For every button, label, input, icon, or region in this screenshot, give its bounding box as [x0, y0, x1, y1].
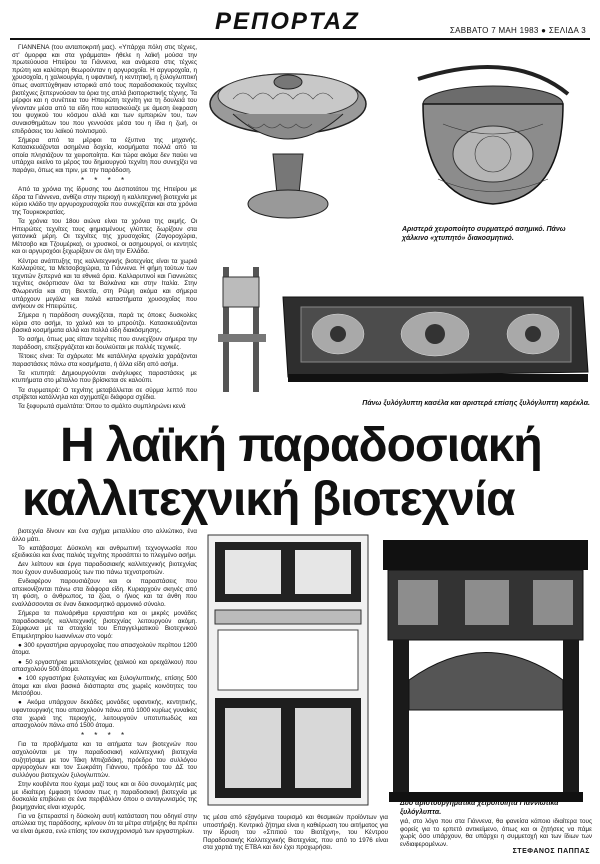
paragraph: Τα συρματερά: Ο τεχνίτης μεταβάλλεται σε σύρμα λεπτό που στρίβεται κατάλληλα και σχηματίζει διάφορα σχέδια.	[12, 386, 197, 402]
paragraph: Τα κτυπητά: Δημιουργούνται ανάγλυφες παραστάσεις με κτυπήματα στο μέταλλο που βρίσκεται σε καλούπι.	[12, 369, 197, 385]
paragraph: Δεν λείπουν και έργα παραδοσιακής καλλιτεχνικής βιοτεχνίας που έχουν συνδυασμούς των πιο πάνω τεχνοτροπιών.	[12, 561, 197, 576]
paragraph: Από τα χρόνια της ίδρυσης του Δεσποτάτου της Ηπείρου με έδρα τα Γιάννενα, ανθίζει στην περιοχή η καλλιτεχνική βιοτεχνία με κύριο κλάδο την αργυροχρυσοχοΐα που συνεχίζεται και στα χρόνια της Τουρκοκρατίας.	[12, 186, 197, 216]
paragraph: Τα ξεφυρωτά σμαλτάτα: Όπου το σμάλτο συμπληρώνει κενά	[18, 403, 186, 411]
paragraph: Ενδιαφέρον παρουσιάζουν και οι παραστάσεις που απεικονίζονται πάνω στα διάφορα είδη. Κυριαρχούν σκηνές από τη φύση, ο άνθρωπος, τα ζώα, ο ήλιος και τα άνθη που εναλλάσσονται σε έναν διακοσμητικό αρμονικό σύνολο.	[12, 578, 197, 608]
paragraph: Το κατάβασμα: Δύσκολη και ανθρωπινή τεχνογνωσία που εξειδικεύει και ένας παλιός τεχνίτης προσάπτει το πλεγμένο ασήμι.	[12, 544, 197, 560]
section-stars: * * * *	[80, 730, 129, 740]
caption-silverware: Αριστερά χειροποίητο συρματερό ασημικό. Πάνω χάλκινο «χτυπητό» διακοσμητικό.	[402, 226, 566, 242]
paragraph: Στην κουβέντα που έχαμε μαζί τους και οι δύο συνομιλητές μας με ιδιαίτερη έμφαση τόνισαν πως η παραδοσιακή βιοτεχνία με δυσκολία επιβιώνει σε ένα περιβάλλον όπου ο ανταγωνισμός της βιομηχανίας είναι ισχυρός.	[12, 780, 197, 811]
paragraph: Κέντρα ανάπτυξης της καλλιτεχνικής βιοτεχνίας είναι τα χωριά Καλλαρύτες, τα Μετσοβοχώρια, τα Γιάννενα. Η φήμη τούτων των τεχνιτών ξεπερνά και τα εθνικά όρια. Καλλαρυτινοί και Γιαννιώτες τεχνίτες σκόρπισαν όλα τα Βαλκάνια και στην Ιταλία. Στην Φλωρεντία και στη Βενετία, στη Ρώμη ακόμα και σήμερα υπάρχουν μεγάλα και παλιά καταστήματα χρυσοχοΐας που ανήκουν σε Ηπειρώτες.	[12, 257, 197, 311]
paragraph: Για τα προβλήματα και τα αιτήματα των βιοτεχνών που ασχολούνται με την παραδοσιακή καλλιτεχνική βιοτεχνία συζητήσαμε με τον Τάκη Μπιζαδάκη, πρόεδρο του συλλόγου αργυροχόων και τον Σωκράτη Γιάννου, πρόεδρο του ΔΣ του συλλόγου βιοτεχνών ξυλογλυπτών.	[12, 741, 197, 779]
paragraph: ● 50 εργαστήρια μεταλλοτεχνίας (χαλκού και ορειχάλκου) που απασχολούν 500 άτομα.	[12, 658, 197, 674]
paragraph: ● 100 εργαστήρια ξυλοτεχνίας και ξυλογλυπτικής, επίσης 500 άτομα και είναι βασικά διάσπαρτα στις χωριές κοινότητες του Μετσόβου.	[12, 675, 197, 698]
headline-line-2: καλλιτεχνική βιοτεχνία	[22, 473, 515, 526]
paragraph: Τέτοιες είναι: Τα σχάρωτα: Με κατάλληλα εργαλεία χαράζονται παραστάσεις πάνω στα κοσμήματα, ή άλλα είδη από ασήμι.	[12, 353, 197, 368]
caption-chest: Πάνω ξυλόγλυπτη κασέλα και αριστερά επίσης ξυλόγλυπτη καρέκλα.	[362, 400, 590, 407]
paragraph: βιοτεχνία δίνουν και ένα σχήμα μεταλλίου στο αλλιώτικο, ένα άλλο μάτι.	[12, 528, 197, 543]
paragraph: ● Ακόμα υπάρχουν δεκάδες μονάδες υφαντικής, κεντητικής, υφαντουργικής που απασχολούν πάνω από 1000 κυρίως γυναίκες στα χωριά της περιοχής, λειτουργούν υποτυπωδώς και απασχολούν πάνω από 1500 άτομα.	[12, 699, 197, 730]
caption-furniture: Δύο αριστουργηματικά χειροποίητα Γιαννιώτικα ξυλόγλυπτα.	[400, 800, 559, 816]
article-column-bottom	[12, 528, 197, 852]
paragraph: ΓΙΑΝΝΕΝΑ (του ανταποκριτή μας). «Υπάρχει πόλη στις τέχνες, στ' όμορφα και στα γράμματα» ήθελε η λαϊκή μούσα την πρωτεύουσα Ηπείρου τα Γιάννενα, και ανάμεσα στις τέχνες πρώτη και καλύτερη θεωρούνταν η αργυροχοΐα. Η αργυροχοΐα, η χρυσοχοΐα, η χαλκουργία, η υφαντική, η κεντητική, η ξυλογλυπτική όπως αναπτύχθηκαν ιστορικά από τους παραδοσιακούς τεχνίτες βιοτέχνες ξεπερνούσαν τα όρια της απλά βιοποριστικής τέχνης. Τα μέρφοι και η συνέπεια του Ηπειρώτη τεχνίτη για τη δουλειά του γίνονταν μέσα από τα είδη που κατασκεύαζε με άμεση έκφραση του ψυχικού του κόσμου αλλά και των εμπειριών του, των συναισθημάτων του που γεννούσε μέσα του η ίδια η ζωή, οι επιδράσεις του λαϊκού πολιτισμού.	[12, 44, 197, 135]
paragraph: Το ασήμι, όπως μας είπαν τεχνίτες που συνεχίζουν σήμερα την παράδοση, επεξεργάζεται και δουλεύεται με πολλές τεχνικές.	[12, 336, 197, 352]
page-header	[10, 6, 590, 40]
paragraph: ● 300 εργαστήρια αργυροχοΐας που απασχολούν περίπου 1200 άτομα.	[12, 641, 197, 657]
photo-furniture	[203, 530, 593, 810]
article-column-mid: τις μέσα από εξαγόμενα τουρισμό και θεσμικών προϊόντων για υποστήριξη. Κεντρικό ζήτημα είναι η καθιέρωση του αιτήματος για την ίδρυση του «Σπιτιού του Βιοτέχνη», του Κέντρου Παραδοσιακής Καλλιτεχνικής Βιοτεχνίας, που από το 1976 είναι στα χαρτιά της ΕΤΒΑ και δεν έχει προχωρήσει.	[203, 814, 388, 852]
section-title: ΡΕΠΟΡΤΑΖ	[215, 8, 360, 35]
paragraph: Για να ξεπεραστεί η δύσκολη αυτή κατάσταση που οδηγεί στην απώλεια της παράδοσης, κρίνουν ότι τα μέτρα στήριξης θα πρέπει να είναι άμεσα, ενώ επίσης τον εκσυγχρονισμό των εργαστηρίων.	[12, 812, 197, 835]
headline-line-1: Η λαϊκή παραδοσιακή	[60, 419, 542, 472]
paragraph: Σήμερα τα πολυάριθμα εργαστήρια και οι μικρές μονάδες παραδοσιακής καλλιτεχνικής βιοτεχνίας λειτουργούν ακόμη. Σύμφωνα με τα στοιχεία του Επαγγελματικού Βιοτεχνικού Επιμελητηρίου Ιωαννίνων στο νομό:	[12, 609, 197, 640]
byline: ΣΤΕΦΑΝΟΣ ΠΑΠΠΑΣ	[512, 848, 590, 855]
section-stars: * * * *	[80, 175, 129, 185]
paragraph: Τα χρόνια του 18ου αιώνα είναι τα χρόνια της ακμής. Οι Ηπειρώτες τεχνίτες τους φημισμένους γλύπτες δωρίζουν στα γειτονικά μέρη. Οι τεχνίτες της χρυσοχοΐας (Ζαγοροχώρια, Μέτσοβο και Τζουμέρκα), οι χρυσικοί, οι ασημουργοί, οι κεντητές και οι αργυροχόοι ξεχωρίζουν σε όλη την Ελλάδα.	[12, 218, 197, 256]
paragraph: Σήμερα η παράδοση συνεχίζεται, παρά τις όποιες δυσκολίες κύρια στο ασήμι, το χαλκό και το μπρούτζο. Κατασκευάζονται βασικά κοσμήματα αλλά και πολλά είδη διακόσμησης.	[12, 312, 197, 335]
issue-date: ΣΑΒΒΑΤΟ 7 ΜΑΗ 1983 ● ΣΕΛΙΔΑ 3	[449, 26, 586, 35]
photo-chest-chair	[203, 262, 593, 397]
article-column-top	[12, 44, 197, 414]
article-column-right: γιά, στο λόγο που στα Γιάννενα, θα φανείσα κάποιο ιδιαίτερα τους φορείς για το ερπετό αντικείμενο, όπως και οι ζητήσεις να πάμε χωρίς όσο υπάρχουν, θα υπάρχει η συμμετοχή και των ίδιων των ενδιαφερομένων.	[400, 818, 592, 848]
paragraph: Σήμερα από τα μέρφοι τα έξυπνα της μηχανής. Κατασκευάζονται ασημένια δοχεία, κοσμήματα πολλά από τα οποία πλησιάζουν τα χειροποίητα. Και τώρα ακόμα δεν παύει να υπάρχει εκείνο το μέρος του δημιουργού τεχνίτη που συνεχίζει να παράγει, όπως και πριν, με την παράδοση.	[12, 136, 197, 174]
